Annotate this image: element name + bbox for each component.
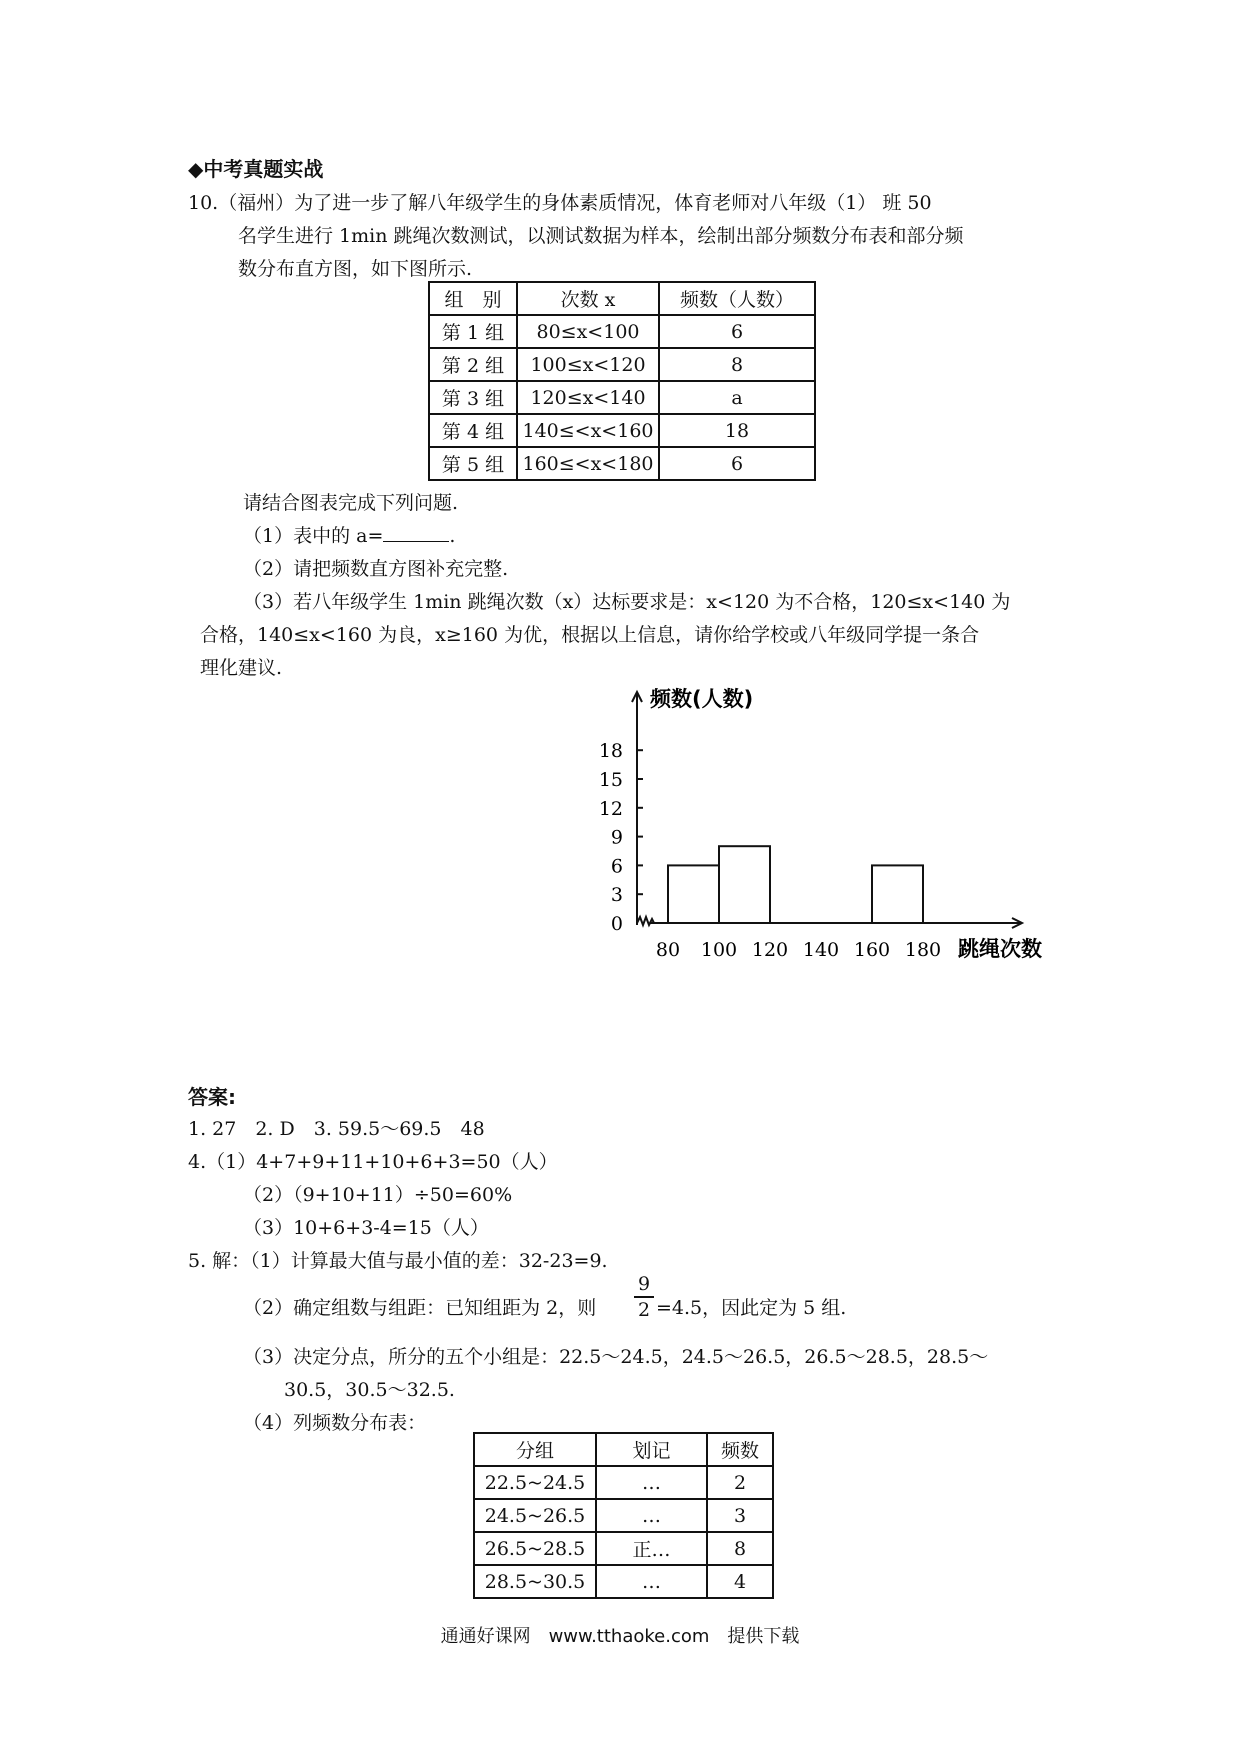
y-tick-label: 15 [598,769,623,791]
sub-question-3-line-1: （3）若八年级学生 1min 跳绳次数（x）达标要求是：x<120 为不合格，120≤x<140 为 [243,591,1011,613]
table-cell: 160≤<x<180 [517,447,659,480]
header-group: 组 别 [429,282,517,315]
question-line-1: 10.（福州）为了进一步了解八年级学生的身体素质情况，体育老师对八年级（1） 班 50 [188,192,932,214]
answer-5-3-line-1: （3）决定分点，所分的五个小组是：22.5～24.5，24.5～26.5，26.5～28.5，28.5～ [243,1346,989,1368]
x-tick-label: 120 [751,939,789,961]
y-axis-arrow [632,692,642,702]
table-cell: 3 [707,1499,773,1532]
sub-question-3-line-2: 合格，140≤x<160 为良，x≥160 为优，根据以上信息，请你给学校或八年级同学提一条合 [200,624,980,646]
histogram-bar [719,846,770,923]
table-row [429,348,815,381]
table-row [474,1565,773,1598]
x-tick-label: 100 [700,939,738,961]
table-cell: 120≤x<140 [517,381,659,414]
fraction-nine-halves [634,1273,654,1321]
y-axis-label: 频数(人数) [650,687,754,711]
answers-title: 答案: [188,1085,236,1109]
table-cell: 第 1 组 [429,315,517,348]
table-cell: 6 [659,447,815,480]
table-cell: 8 [707,1532,773,1565]
table-cell: 140≤<x<160 [517,414,659,447]
axis-break-zigzag [637,917,654,925]
table-row [429,381,815,414]
table-cell: 第 5 组 [429,447,517,480]
histogram-bar [872,865,923,923]
sub-question-1 [243,521,455,548]
header-tally: 划记 [596,1433,707,1466]
fraction-bar [634,1296,654,1298]
prompt-text: 请结合图表完成下列问题. [243,492,459,514]
table-cell: 第 3 组 [429,381,517,414]
table-cell: 18 [659,414,815,447]
table-row [429,315,815,348]
table-cell: 8 [659,348,815,381]
table-row [474,1499,773,1532]
answer-5-4: （4）列频数分布表： [243,1412,427,1434]
table-cell: 第 4 组 [429,414,517,447]
header-frequency: 频数 [707,1433,773,1466]
table-cell: a [659,381,815,414]
table-cell: 4 [707,1565,773,1598]
x-axis-arrow [1012,918,1022,928]
y-ticks [599,740,643,935]
x-tick-label: 160 [853,939,891,961]
x-ticks [656,939,941,961]
frequency-table [428,281,816,481]
answer-blank [383,523,449,542]
answer-frequency-table [473,1432,774,1599]
answer-5-1: 5. 解：（1）计算最大值与最小值的差：32-23=9. [188,1250,608,1272]
header-frequency: 频数（人数） [659,282,815,315]
sub-question-2: （2）请把频数直方图补充完整. [243,558,509,580]
question-line-2: 名学生进行 1min 跳绳次数测试，以测试数据为样本，绘制出部分频数分布表和部分频 [238,225,964,247]
chart-axes [632,692,1022,928]
answer-4-1: 4.（1）4+7+9+11+10+6+3=50（人） [188,1151,558,1173]
table-cell: 正… [596,1532,707,1565]
table-cell: 6 [659,315,815,348]
fraction-numerator: 9 [637,1273,651,1295]
table-header-row [474,1433,773,1466]
answer-5-2-prefix: （2）确定组数与组距：已知组距为 2，则 [243,1297,597,1319]
answer-4-2: （2）（9+10+11）÷50=60% [243,1184,513,1206]
x-axis-label: 跳绳次数 [958,937,1042,961]
table-cell: 2 [707,1466,773,1499]
x-tick-label: 80 [655,939,681,961]
table-row [474,1466,773,1499]
y-tick-label: 18 [598,740,623,763]
table-row [429,414,815,447]
footer-credit: 通通好课网 www.tthaoke.com 提供下载 [440,1626,800,1647]
answer-5-2-suffix: =4.5，因此定为 5 组. [656,1297,847,1319]
table-cell: 24.5~26.5 [474,1499,596,1532]
sub-question-1-suffix: . [449,525,456,547]
table-row [474,1532,773,1565]
y-tick-label: 0 [610,913,623,935]
question-line-3: 数分布直方图，如下图所示. [238,258,473,280]
sub-question-3-line-3: 理化建议. [200,657,283,679]
table-cell: 100≤x<120 [517,348,659,381]
y-tick-label: 6 [610,855,623,878]
y-tick-label: 9 [610,826,623,849]
histogram-bar [668,865,719,923]
fraction-denominator: 2 [637,1299,651,1321]
section-title: ◆中考真题实战 [188,157,324,181]
x-tick-label: 140 [802,939,840,961]
answer-1-3: 1. 27 2. D 3. 59.5～69.5 48 [188,1118,485,1140]
x-tick-label: 180 [904,939,942,961]
table-cell: 第 2 组 [429,348,517,381]
table-cell: 80≤x<100 [517,315,659,348]
table-cell: … [596,1565,707,1598]
table-row [429,447,815,480]
y-tick-label: 3 [610,884,623,907]
answer-4-3: （3）10+6+3-4=15（人） [243,1217,489,1239]
header-count: 次数 x [517,282,659,315]
header-group: 分组 [474,1433,596,1466]
y-tick-label: 12 [598,797,623,820]
table-cell: … [596,1466,707,1499]
table-cell: … [596,1499,707,1532]
answer-5-3-line-2: 30.5，30.5～32.5. [284,1379,455,1401]
table-header-row [429,282,815,315]
table-cell: 26.5~28.5 [474,1532,596,1565]
table-cell: 22.5~24.5 [474,1466,596,1499]
bars [668,846,923,923]
sub-question-1-text: （1）表中的 a= [243,525,384,547]
table-cell: 28.5~30.5 [474,1565,596,1598]
